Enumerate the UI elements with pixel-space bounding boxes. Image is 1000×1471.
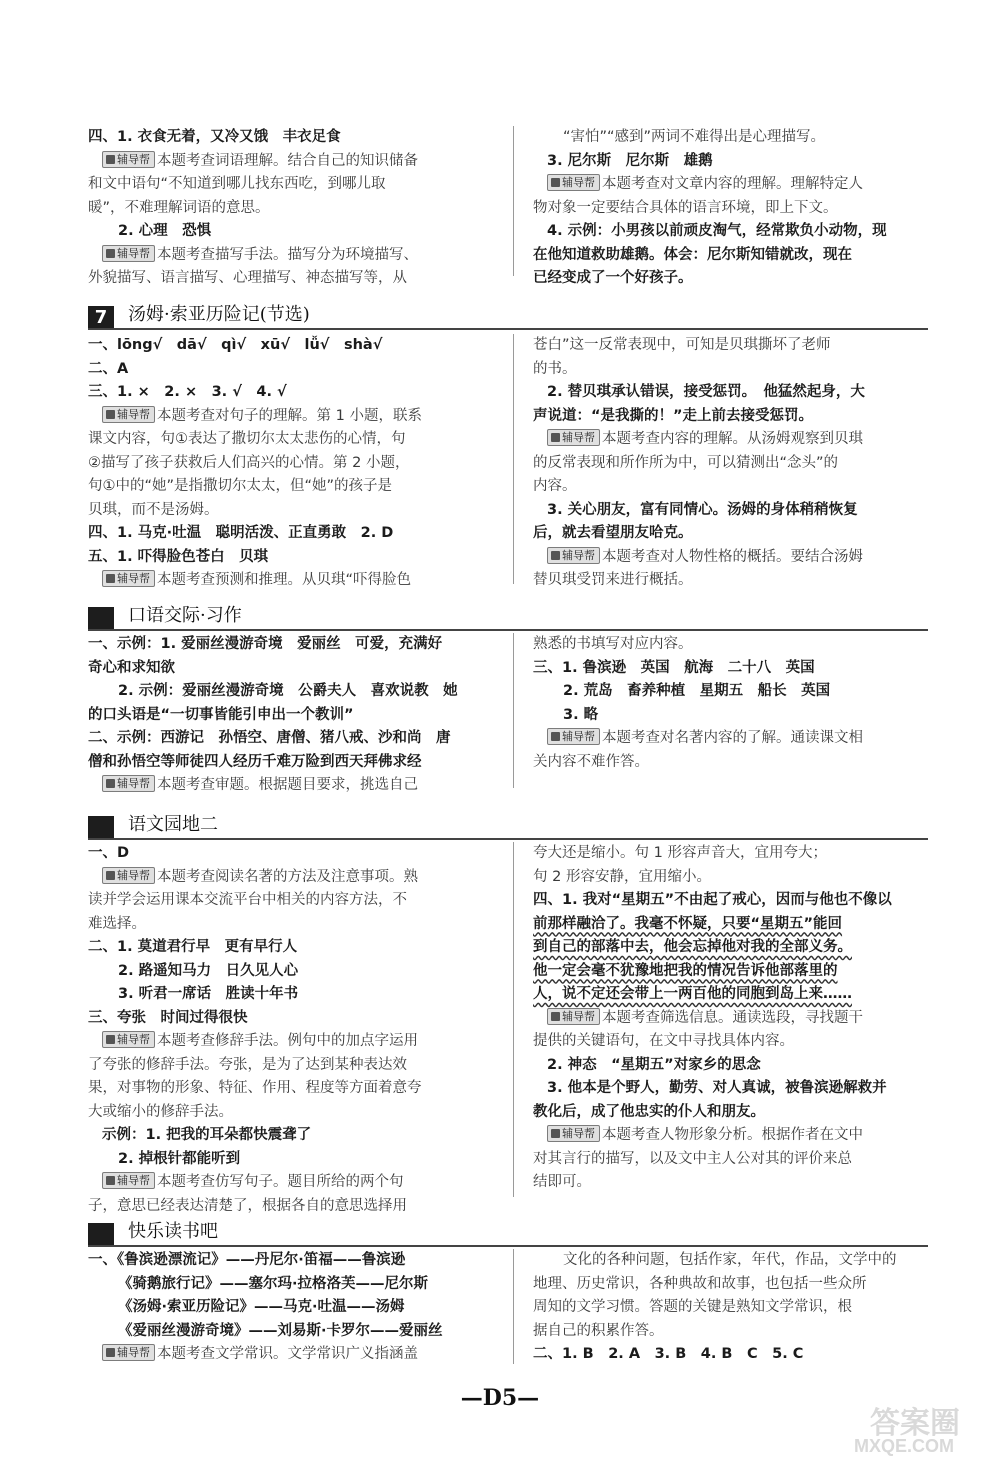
book-icon [106,779,115,788]
fudaobang-tag: 辅导帮 [547,728,600,745]
book-icon [106,1176,115,1185]
right-column [533,633,928,774]
answer-line: 3. 他本是个野人，勤劳、对人真诚，被鲁滨逊解救并 [547,1080,887,1096]
text-line: 暖”，不难理解词语的意思。 [88,199,270,216]
answer-line: 3. 尼尔斯 尼尔斯 雄鹅 [547,152,713,169]
answer-line: 2. 荒岛 畜养种植 星期五 船长 英国 [563,683,831,699]
answer-line: 的口头语是“一切事皆能引申出一个教训” [88,706,354,723]
fudaobang-tag: 辅导帮 [102,1344,155,1361]
answer-line: 3. 关心朋友，富有同情心。汤姆的身体稍稍恢复 [547,501,858,518]
section-header-happy-reading [88,1213,928,1247]
page-number: —D5— [460,1385,540,1411]
fudaobang-tag: 辅导帮 [547,547,600,564]
right-column [533,334,928,593]
section-header-lesson-7 [88,296,928,330]
answer-line: 在他知道救助雄鹅。体会：尼尔斯知错就改，现在 [533,246,852,263]
section-marker [88,607,114,631]
fudaobang-tag: 辅导帮 [102,406,155,423]
left-column [88,126,483,291]
explanation-line: 辅导帮 本题考查文学常识。文学常识广义指涵盖 [88,1343,483,1367]
fudaobang-tag: 辅导帮 [102,245,155,262]
explanation-line: 辅导帮 本题考查描写手法。描写分为环境描写、 [88,244,483,268]
fudaobang-tag: 辅导帮 [102,1031,155,1048]
column-divider [513,633,514,788]
text-line: 难选择。 [88,915,146,932]
text-line: 了夸张的修辞手法。夸张，是为了达到某种表达效 [88,1056,407,1073]
book-icon [551,551,560,560]
text-line: 句①中的“她”是指撒切尔太太，但“她”的孩子是 [88,478,393,494]
answer-line: 二、1. 莫道君行早 更有早行人 [88,939,298,955]
text-line: 句 2 形容安静，宜用缩小。 [533,868,711,885]
text-line: 苍白”这一反常表现中，可知是贝琪撕坏了老师 [533,337,831,353]
explanation-line: 辅导帮 本题考查人物形象分析。根据作者在文中 [533,1124,928,1148]
watermark-logo: 答案圈 [870,1407,960,1440]
answer-line: 四、1. 马克·吐温 聪明活泼、正直勇敢 2. D [88,525,394,541]
answer-line: 三、夸张 时间过得很快 [88,1009,248,1026]
book-icon [106,410,115,419]
explanation-line: 辅导帮 本题考查对人物性格的概括。要结合汤姆 [533,546,928,570]
header-rule [88,838,928,840]
lesson-number: 7 [88,306,114,330]
text-line: 贝琪，而不是汤姆。 [88,501,219,518]
answer-line: 3. 听君一席话 胜读十年书 [118,986,299,1002]
answer-line: 一、D [88,845,130,861]
book-icon [106,871,115,880]
text-line: 的书。 [533,360,577,377]
explanation-line: 辅导帮 本题考查预测和推理。从贝琪“吓得脸色 [88,569,483,593]
explanation-line: 辅导帮 本题考查筛选信息。通读选段，寻找题干 [533,1007,928,1031]
fudaobang-tag: 辅导帮 [547,1008,600,1025]
text-line: 文化的各种问题，包括作家，年代，作品，文学中的 [563,1252,897,1268]
fudaobang-tag: 辅导帮 [547,1125,600,1142]
explanation-line: 辅导帮 本题考查内容的理解。从汤姆观察到贝琪 [533,428,928,452]
answer-line: 2. 心理 恐惧 [118,223,212,239]
fudaobang-tag: 辅导帮 [102,570,155,587]
explanation-line: 辅导帮 本题考查仿写句子。题目所给的两个句 [88,1171,483,1195]
answer-line: 二、1. B 2. A 3. B 4. B C 5. C [533,1346,804,1362]
answer-line: 前那样融洽了。我毫不怀疑，只要“星期五”能回 [533,915,843,932]
book-icon [106,249,115,258]
answer-line: 《汤姆·索亚历险记》——马克·吐温——汤姆 [118,1299,405,1315]
section-title: 口语交际·习作 [128,605,242,626]
header-rule [88,328,928,330]
answer-line: 4. 示例：小男孩以前顽皮淘气，经常欺负小动物，现 [547,223,887,239]
answer-line: 三、1. × 2. × 3. √ 4. √ [88,384,287,400]
column-divider [513,334,514,584]
text-line: 夸大还是缩小。句 1 形容声音大，宜用夸大； [533,845,827,861]
column-divider [513,126,514,276]
fudaobang-tag: 辅导帮 [102,1172,155,1189]
section-title: 快乐读书吧 [128,1221,218,1242]
answer-line: 2. 路遥知马力 日久见人心 [118,962,299,979]
answer-line: 奇心和求知欲 [88,659,175,676]
answer-line: 四、1. 我对“星期五”不由起了戒心，因而与他也不像以 [533,892,892,908]
book-icon [551,1012,560,1021]
answer-line: 一、《鲁滨逊漂流记》——丹尼尔·笛福——鲁滨逊 [88,1252,406,1268]
section-title: 汤姆·索亚历险记(节选) [128,304,310,325]
explanation-line: 辅导帮 本题考查阅读名著的方法及注意事项。熟 [88,866,483,890]
answer-line: 《骑鹅旅行记》——塞尔玛·拉格洛芙——尼尔斯 [118,1275,429,1292]
section-header-speaking-writing [88,597,928,631]
header-rule [88,1245,928,1247]
text-line: 周知的文学习惯。答题的关键是熟知文学常识，根 [533,1299,852,1315]
explanation-line: 辅导帮 本题考查词语理解。结合自己的知识储备 [88,150,483,174]
explanation-line: 辅导帮 本题考查审题。根据题目要求，挑选自己 [88,774,483,798]
answer-line: 已经变成了一个好孩子。 [533,270,693,286]
left-column [88,633,483,798]
explanation-line: 辅导帮 本题考查修辞手法。例句中的加点字运用 [88,1030,483,1054]
text-line: 大或缩小的修辞手法。 [88,1103,233,1120]
text-line: 内容。 [533,478,577,494]
answer-line: 到自己的部落中去，他会忘掉他对我的全部义务。 [533,939,852,955]
answer-line: 人，说不定还会带上一两百他的同胞到岛上来…… [533,986,852,1002]
text-line: 和文中语句“不知道到哪儿找东西吃，到哪儿取 [88,176,386,192]
answer-line: 他一定会毫不犹豫地把我的情况告诉他部落里的 [533,962,838,979]
text-line: “害怕”“感到”两词不难得出是心理描写。 [563,129,826,145]
answer-line: 二、A [88,360,129,377]
answer-line: 2. 掉根针都能听到 [118,1150,241,1167]
text-line: 课文内容，句①表达了撒切尔太太悲伤的心情，句 [88,431,406,447]
text-line: 提供的关键语句，在文中寻找具体内容。 [533,1033,794,1049]
fudaobang-tag: 辅导帮 [102,867,155,884]
header-rule [88,629,928,631]
section-marker [88,816,114,840]
left-column [88,842,483,1218]
section-title: 语文园地二 [128,814,218,835]
text-line: 结即可。 [533,1174,591,1190]
answer-line: 3. 略 [563,706,599,723]
text-line: 对其言行的描写，以及文中主人公对其的评价来总 [533,1150,852,1167]
text-line: 物对象一定要结合具体的语言环境，即上下文。 [533,199,838,216]
answer-line: 2. 神态 “星期五”对家乡的思念 [547,1056,761,1073]
left-column [88,334,483,593]
answer-line: 声说道：“是我撕的！”走上前去接受惩罚。 [533,407,814,424]
text-line: 果，对事物的形象、特征、作用、程度等方面着意夸 [88,1080,422,1096]
book-icon [551,732,560,741]
explanation-line: 辅导帮 本题考查对名著内容的了解。通读课文相 [533,727,928,751]
book-icon [106,155,115,164]
answer-line: 示例：1. 把我的耳朵都快震聋了 [102,1127,312,1143]
answer-line: 后，就去看望朋友哈克。 [533,525,693,541]
answer-line: 三、1. 鲁滨逊 英国 航海 二十八 英国 [533,659,815,676]
answer-line: 一、示例：1. 爱丽丝漫游奇境 爱丽丝 可爱，充满好 [88,636,443,652]
book-icon [551,433,560,442]
book-icon [106,1348,115,1357]
right-column [533,1249,928,1367]
left-column [88,1249,483,1367]
section-header-yuwen-yuandi [88,806,928,840]
answer-line: 教化后，成了他忠实的仆人和朋友。 [533,1103,765,1120]
answer-line: 僧和孙悟空等师徒四人经历千难万险到西天拜佛求经 [88,753,422,770]
explanation-line: 辅导帮 本题考查对文章内容的理解。理解特定人 [533,173,928,197]
book-icon [551,1129,560,1138]
text-line: ②描写了孩子获救后人们高兴的心情。第 2 小题， [88,454,410,471]
watermark-url: MXQE.COM [853,1436,954,1456]
explanation-line: 辅导帮 本题考查对句子的理解。第 1 小题，联系 [88,405,483,429]
fudaobang-tag: 辅导帮 [102,151,155,168]
text-line: 的反常表现和所作所为中，可以猜测出“念头”的 [533,454,839,471]
right-column [533,842,928,1195]
section-marker [88,1223,114,1247]
answer-line: 四、1. 衣食无着，又冷又饿 丰衣足食 [88,129,341,145]
text-line: 外貌描写、语言描写、心理描写、神态描写等，从 [88,270,407,286]
answer-line: 2. 替贝琪承认错误，接受惩罚。 他猛然起身，大 [547,384,865,400]
book-icon [106,574,115,583]
text-line: 替贝琪受罚来进行概括。 [533,572,693,588]
answer-line: 一、lōng√ dā√ qì√ xū√ lǚ√ shà√ [88,337,383,353]
text-line: 子，意思已经表达清楚了，根据各自的意思选择用 [88,1197,407,1214]
fudaobang-tag: 辅导帮 [102,775,155,792]
answer-line: 五、1. 吓得脸色苍白 贝琪 [88,548,269,565]
answer-line: 2. 示例：爱丽丝漫游奇境 公爵夫人 喜欢说教 她 [118,683,458,699]
column-divider [513,842,514,1197]
book-icon [551,178,560,187]
text-line: 读并学会运用课本交流平台中相关的内容方法，不 [88,892,407,908]
text-line: 地理、历史常识，各种典故和故事，也包括一些众所 [533,1275,867,1292]
text-line: 关内容不难作答。 [533,753,649,770]
answer-line: 《爱丽丝漫游奇境》——刘易斯·卡罗尔——爱丽丝 [118,1322,443,1339]
right-column [533,126,928,291]
text-line: 据自己的积累作答。 [533,1322,664,1339]
fudaobang-tag: 辅导帮 [547,429,600,446]
answer-line: 二、示例：西游记 孙悟空、唐僧、猪八戒、沙和尚 唐 [88,730,451,746]
fudaobang-tag: 辅导帮 [547,174,600,191]
text-line: 熟悉的书填写对应内容。 [533,636,693,652]
book-icon [106,1035,115,1044]
column-divider [513,1249,514,1364]
